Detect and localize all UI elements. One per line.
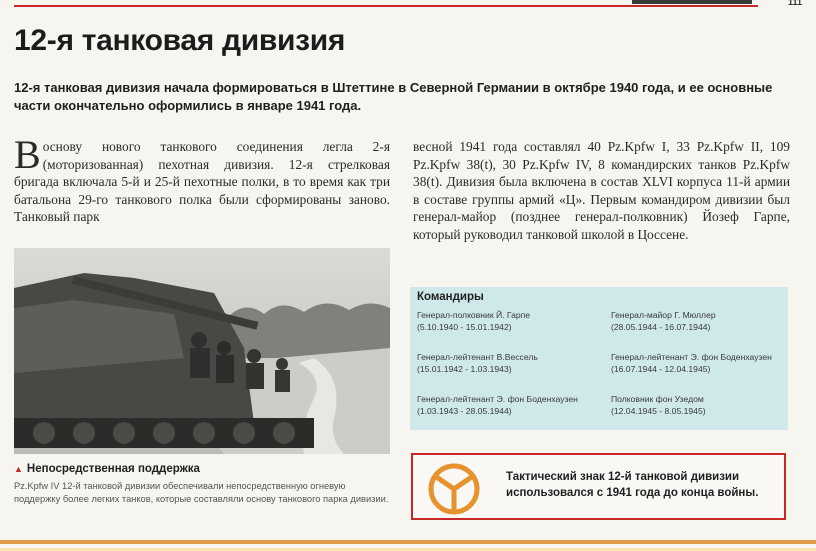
commander-name: Генерал-полковник Й. Гарпе	[417, 310, 531, 320]
tactical-sign-text: Тактический знак 12-й танковой дивизии использовался с 1941 года до конца войны.	[506, 471, 759, 499]
commander-dates: (5.10.1940 - 15.01.1942)	[417, 322, 512, 332]
commander-name: Полковник фон Узедом	[611, 394, 704, 404]
commander-dates: (28.05.1944 - 16.07.1944)	[611, 322, 711, 332]
photo-caption-title-text: Непосредственная поддержка	[26, 463, 200, 475]
page-title: 12-я танковая дивизия	[14, 24, 346, 57]
commander-name: Генерал-лейтенант В.Вессель	[417, 352, 538, 362]
commander-entry	[611, 351, 772, 375]
commanders-heading: Командиры	[417, 291, 484, 303]
commander-entry	[417, 351, 538, 375]
body-text-left: основу нового танкового соединения легла 2-я (моторизованная) пехотная дивизия. 12-я стрелковая бригада включала 5-й и 25-й пехотные полки, в то время как три батальона 29-го танкового полка были сформированы заново. Танковый парк	[14, 139, 390, 224]
footer-bar	[0, 540, 816, 544]
running-header	[0, 0, 816, 10]
photo-caption-text: Pz.Kpfw IV 12-й танковой дивизии обеспечивали непосредственную огневую поддержку более легких танков, которые составляли основу танкового парка дивизии.	[14, 481, 389, 504]
commander-entry	[417, 309, 530, 333]
lead-paragraph: 12-я танковая дивизия начала формироваться в Штеттине в Северной Германии в октябре 1940 года, и ее основные части окончательно оформились в январе 1941 года.	[14, 80, 773, 113]
tank-photo-illustration	[14, 248, 390, 454]
commander-dates: (1.03.1943 - 28.05.1944)	[417, 406, 512, 416]
commander-dates: (16.07.1944 - 12.04.1945)	[611, 364, 711, 374]
commander-name: Генерал-лейтенант Э. фон Боденхаузен	[611, 352, 772, 362]
triangle-up-icon: ▲	[14, 464, 23, 474]
commander-dates: (12.04.1945 - 8.05.1945)	[611, 406, 706, 416]
tank-photo	[14, 248, 390, 454]
header-rule	[14, 5, 758, 7]
commander-entry	[417, 393, 578, 417]
body-text-right: весной 1941 года составлял 40 Pz.Kpfw I, 33 Pz.Kpfw II, 109 Pz.Kpfw 38(t), 30 Pz.Kpfw IV, 8 командирских танков Pz.Kpfw 38(t). Дивизия была включена в состав XLVI корпуса 11-й армии в составе группы армий «Ц». Первым командиром дивизии был генерал-майор (позднее генерал-полковник) Йозеф Гарпе, который руководил танковой школой в Цоссене.	[413, 139, 790, 242]
division-emblem-icon	[427, 462, 481, 516]
commander-name: Генерал-лейтенант Э. фон Боденхаузен	[417, 394, 578, 404]
page-number: 111	[787, 0, 802, 7]
commander-entry	[611, 393, 706, 417]
tactical-sign-box	[411, 453, 786, 520]
commander-dates: (15.01.1942 - 1.03.1943)	[417, 364, 512, 374]
commander-name: Генерал-майор Г. Мюллер	[611, 310, 716, 320]
commander-entry	[611, 309, 716, 333]
photo-caption-title	[14, 463, 200, 475]
commanders-box	[410, 287, 788, 430]
drop-cap: В	[14, 132, 41, 177]
header-tab	[632, 0, 752, 4]
body-column-left	[14, 132, 390, 226]
body-column-right	[413, 138, 790, 243]
